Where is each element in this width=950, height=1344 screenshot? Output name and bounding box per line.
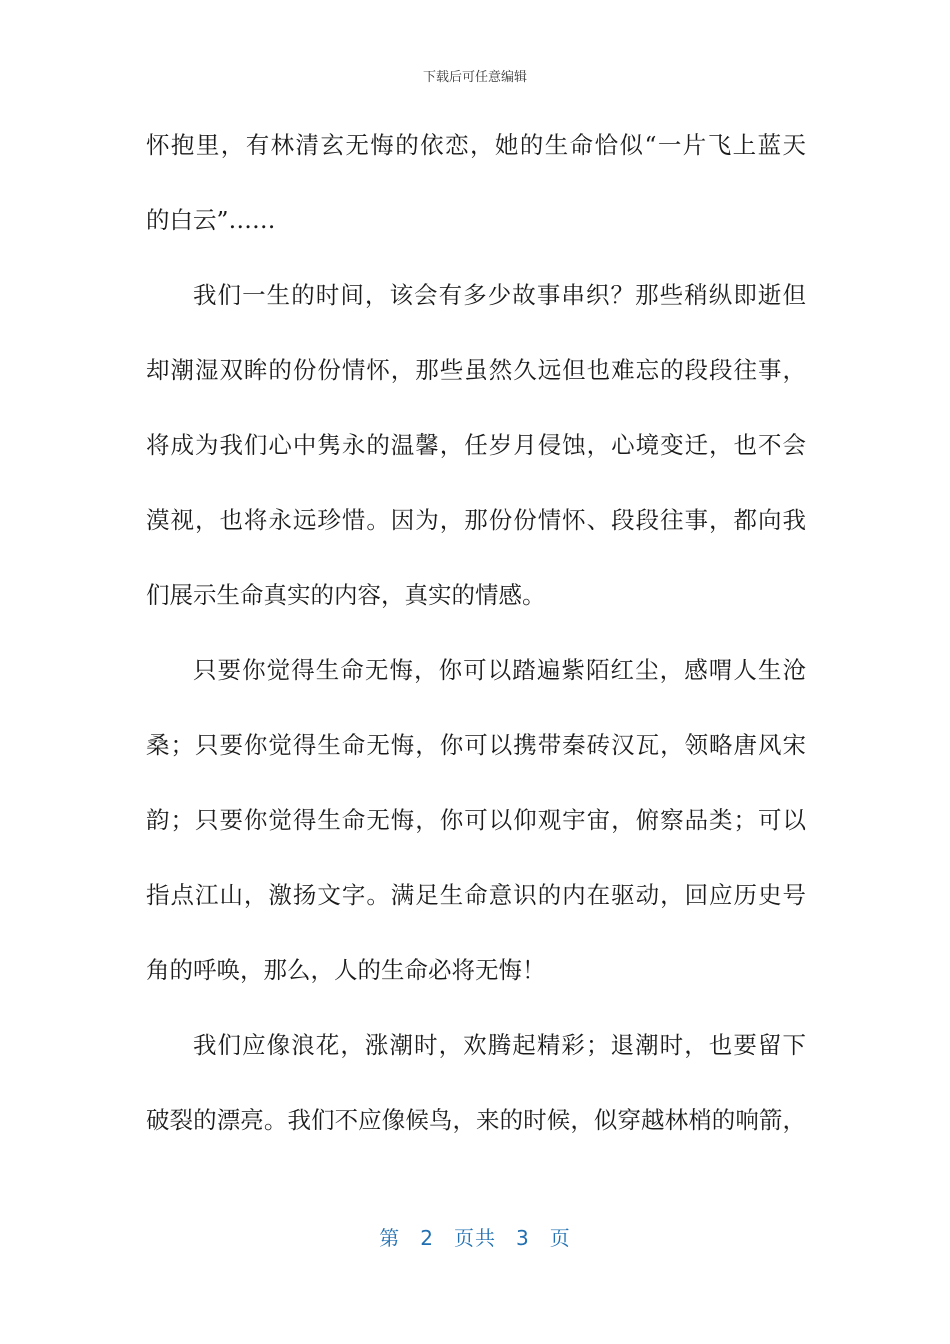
text-line: 指点江山，激扬文字。满足生命意识的内在驱动，回应历史号: [146, 881, 806, 909]
current-page-number: 2: [420, 1226, 434, 1250]
text-line: 却潮湿双眸的份份情怀，那些虽然久远但也难忘的段段往事，: [146, 356, 806, 384]
page-footer: [0, 1222, 950, 1251]
header-note: 下载后可任意编辑: [422, 70, 527, 85]
document-body: [146, 108, 806, 1158]
text-line: 漠视，也将永远珍惜。因为，那份份情怀、段段往事，都向我: [146, 506, 806, 534]
text-line: 韵；只要你觉得生命无悔，你可以仰观宇宙，俯察品类；可以: [146, 806, 806, 834]
text-line: 我们应像浪花，涨潮时，欢腾起精彩；退潮时，也要留下: [193, 1031, 806, 1059]
footer-prefix: 第: [379, 1226, 401, 1250]
text-line: 们展示生命真实的内容，真实的情感。: [146, 581, 546, 609]
text-line: 将成为我们心中隽永的温馨，任岁月侵蚀，心境变迁，也不会: [146, 431, 806, 459]
text-line: 角的呼唤，那么，人的生命必将无悔！: [146, 956, 546, 984]
text-line: 的白云”……: [146, 206, 276, 234]
total-page-number: 3: [516, 1226, 530, 1250]
text-line: 桑；只要你觉得生命无悔，你可以携带秦砖汉瓦，领略唐风宋: [146, 731, 806, 759]
text-line: 只要你觉得生命无悔，你可以踏遍紫陌红尘，感喟人生沧: [193, 656, 806, 684]
text-line: 怀抱里，有林清玄无悔的依恋，她的生命恰似“一片飞上蓝天: [146, 131, 806, 159]
text-line: 破裂的漂亮。我们不应像候鸟，来的时候，似穿越林梢的响箭，: [146, 1106, 806, 1134]
text-line: 我们一生的时间，该会有多少故事串织？那些稍纵即逝但: [193, 281, 806, 309]
footer-suffix: 页: [549, 1226, 571, 1250]
footer-middle: 页共: [454, 1226, 496, 1250]
